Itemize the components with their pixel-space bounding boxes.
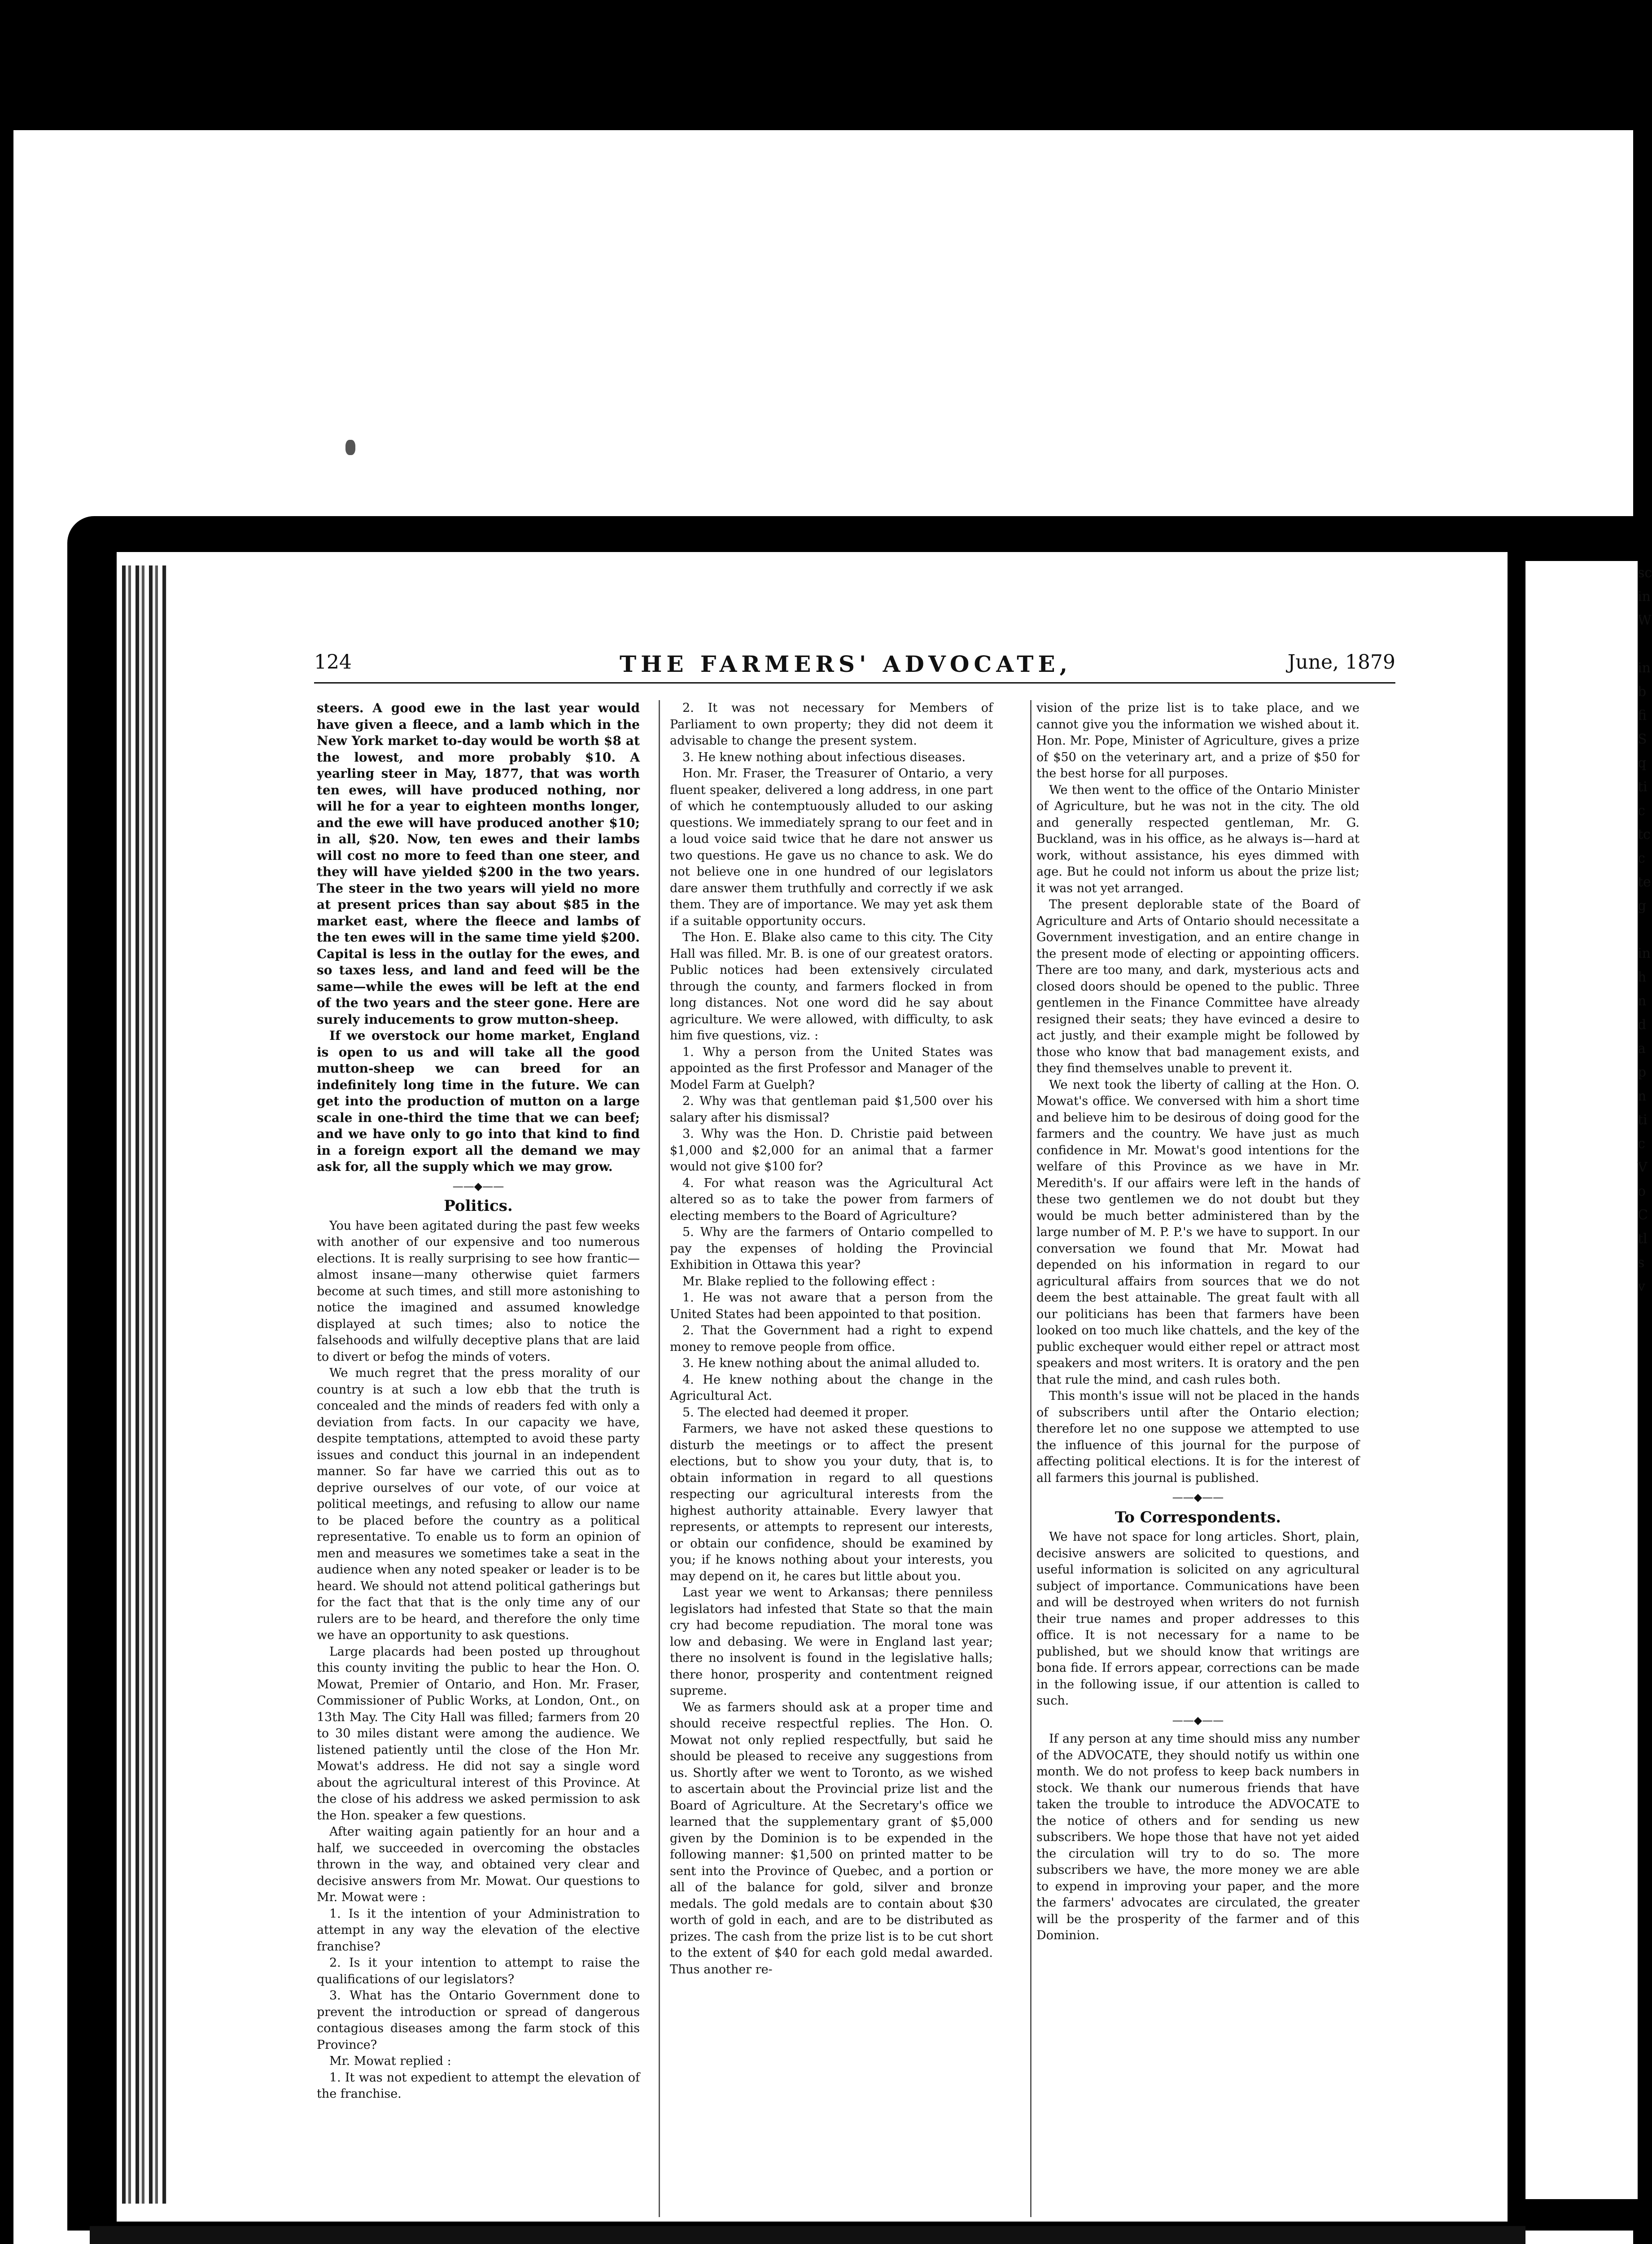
column-rule [659,700,660,2217]
question: 2. Why was that gentleman paid $1,500 over his salary after his dismissal? [670,1094,993,1125]
paragraph: steers. A good ewe in the last year would have given a fleece, and a lamb which in the New York market to-day would be worth $8 at the lowest, and more probably $10. A yearling steer in May, 1877, that was worth ten ewes, will have produced nothing, nor will he for a year to eighteen months longer, and the ewe will have produced another $10; in all, $20. Now, ten ewes and their lambs will cost no more to feed than one steer, and they will have yielded $200 in the two years. The steer in the two years will yield no more at present prices than say about $85 in the market east, where the fleece and lambs of the ten ewes will in the same time yield $200. Capital is less in the outlay for the ewes, and so taxes less, and land and feed will be the same—while the ewes will be left at the end of the two years and the steer gone. Here are surely inducements to grow mutton-sheep. [317,701,640,1027]
paragraph: You have been agitated during the past few weeks with another of our expensive and too numerous elections. It is really surprising to see how frantic—almost insane—many otherwise quiet farmers become at such times, and still more astonishing to notice the imagined and assumed knowledge displayed at such times; also to notice the falsehoods and wilfully deceptive plans that are laid to divert or befog the minds of voters. [317,1218,640,1364]
masthead: THE FARMERS' ADVOCATE, [619,651,1072,677]
section-heading-politics: Politics. [444,1197,513,1215]
question: 2. Is it your intention to attempt to raise the qualifications of our legislators? [317,1956,640,1986]
answer: 2. It was not necessary for Members of Parliament to own property; they did not deem it advisable to change the present system. [670,701,993,748]
paragraph: We then went to the office of the Ontario Minister of Agriculture, but he was not in the city. The old and generally respected gentleman, Mr. G. Buckland, was in his office, as he always is—hard at work, without assistance, his eyes dimmed with age. But he could not inform us about the prize list; it was not yet arranged. [1036,783,1359,895]
ornament-divider: ——◆—— [1172,1491,1224,1503]
answer: 3. He knew nothing about the animal alluded to. [682,1356,980,1370]
paragraph: Large placards had been posted up throughout this county inviting the public to hear the Hon. O. Mowat, Premier of Ontario, and Hon. Mr. Fraser, Commissioner of Public Works, at London, Ont., on 13th May. The City Hall was filled; farmers from 20 to 30 miles distant were among the audience. We listened patiently until the close of the Hon Mr. Mowat's address. He did not say a single word about the agricultural interest of this Province. At the close of his address we asked permission to ask the Hon. speaker a few questions. [317,1644,640,1823]
binding-spine [122,565,167,2204]
question: 3. What has the Ontario Government done to prevent the introduction or spread of dangerous contagious diseases among the farm stock of this Province? [317,1989,640,2052]
question: 1. Why a person from the United States was appointed as the first Professor and Manager of the Model Farm at Guelph? [670,1045,993,1092]
question: 1. Is it the intention of your Administration to attempt in any way the elevation of the elective franchise? [317,1907,640,1954]
paragraph: If any person at any time should miss any number of the ADVOCATE, they should notify us within one month. We do not profess to keep back numbers in stock. We thank our numerous friends that have taken the trouble to introduce the ADVOCATE to the notice of others and for sending us new subscribers. We hope those that have not yet aided the circulation will try to do so. The more subscribers we have, the more money we are able to expend in improving your paper, and the more the farmers' advocates are circulated, the greater will be the prosperity of the farmer and of this Dominion. [1036,1732,1359,1942]
page-number: 124 [314,651,352,674]
paragraph: We have not space for long articles. Short, plain, decisive answers are solicited to questions, and useful information is solicited on any agricultural subject of importance. Communications have been and will be destroyed when writers do not furnish their true names and proper addresses to this office. It is not necessary for a name to be published, but we should know that writings are bona fide. If errors appear, corrections can be made in the following issue, if our attention is called to such. [1036,1530,1359,1708]
paragraph: We as farmers should ask at a proper time and should receive respectful replies. The Hon. O. Mowat not only replied respectfully, but said he should be pleased to receive any suggestions from us. Shortly after we went to Toronto, as we wished to ascertain about the Provincial prize list and the Board of Agriculture. At the Secretary's office we learned that the supplementary grant of $5,000 given by the Dominion is to be expended in the following manner: $1,500 on printed matter to be sent into the Province of Quebec, and a portion or all of the balance for gold, silver and bronze medals. The gold medals are to contain about $30 worth of gold in each, and are to be distributed as prizes. The cash from the prize list is to be cut short to the extent of $40 for each gold medal awarded. Thus another re- [670,1700,993,1977]
column-rule [1030,700,1031,2217]
scan-border [0,0,1633,130]
answer: 1. It was not expedient to attempt the elevation of the franchise. [317,2070,640,2101]
column-2 [670,700,993,2235]
paragraph: vision of the prize list is to take place, and we cannot give you the information we wished about it. Hon. Mr. Pope, Minister of Agriculture, gives a prize of $50 on the veterinary art, and a prize of $50 for the best horse for all purposes. [1036,701,1359,780]
paragraph: Last year we went to Arkansas; there penniless legislators had infested that State so that the main cry had become repudiation. The moral tone was low and debasing. We were in England last year; there no insolvent is found in the legislative halls; there honor, prosperity and contentment reigned supreme. [670,1586,993,1698]
paragraph: If we overstock our home market, England is open to us and will take all the good mutton-sheep we can breed for an indefinitely long time in the future. We can get into the production of mutton on a large scale in one-third the time that we can beef; and we have only to go into that kind to find in a foreign export all the demand we may ask for, all the supply which we may grow. [317,1028,640,1174]
question: 4. For what reason was the Agricultural Act altered so as to take the power from farmers of electing members to the Board of Agriculture? [670,1176,993,1223]
column-3 [1036,700,1359,2235]
issue-date: June, 1879 [1287,651,1395,674]
paragraph: This month's issue will not be placed in the hands of subscribers until after the Ontario election; therefore let no one suppose we attempted to use the influence of this journal for the purpose of affecting political elections. It is for the interest of all farmers this journal is published. [1036,1389,1359,1485]
paragraph: We much regret that the press morality of our country is at such a low ebb that the truth is concealed and the minds of readers fed with only a deviation from facts. In our capacity we have, despite temptations, attempted to avoid these party issues and conduct this journal in an independent manner. So far have we carried this out as to deprive ourselves of our vote, of our voice at political meetings, and refusing to allow our name to be placed before the country as a political representative. To enable us to form an opinion of men and measures we sometimes take a seat in the audience when any noted speaker or leader is to be heard. We should not attend political gatherings but for the fact that that is the only time any of our rulers are to be heard, and therefore the only time we have an opportunity to ask questions. [317,1366,640,1642]
page-header [314,651,1395,684]
paragraph: After waiting again patiently for an hour and a half, we succeeded in overcoming the obstacles thrown in the way, and obtained very clear and decisive answers from Mr. Mowat. Our questions to Mr. Mowat were : [317,1825,640,1904]
ornament-divider: ——◆—— [1172,1714,1224,1727]
question: 3. Why was the Hon. D. Christie paid between $1,000 and $2,000 for an animal that a farmer would not give $100 for? [670,1127,993,1174]
paragraph: Mr. Blake replied to the following effect : [682,1274,935,1289]
answer: 3. He knew nothing about infectious diseases. [682,750,966,764]
answer: 2. That the Government had a right to expend money to remove people from office. [670,1324,993,1354]
paragraph: The present deplorable state of the Board of Agriculture and Arts of Ontario should necessitate a Government investigation, and an entire change in the present mode of electing or appointing officers. There are too many, and dark, mysterious acts and closed doors should be opened to the public. Three gentlemen in the Finance Committee have already resigned their seats; they have evinced a desire to act justly, and their example might be followed by those who know that bad management exists, and they find themselves unable to prevent it. [1036,898,1359,1075]
paragraph: Farmers, we have not asked these questions to disturb the meetings or to affect the present elections, but to show you your duty, that is, to obtain information in regard to all questions respecting our agricultural interests from the highest authority attainable. Every lawyer that represents, or attempts to represent our interests, or obtain our confidence, should be examined by you; if he knows nothing about your interests, you may depend on it, he cares but little about you. [670,1422,993,1583]
section-heading-correspondents: To Correspondents. [1114,1508,1281,1526]
facing-page-fragment [1521,561,1652,2199]
answer: 1. He was not aware that a person from the United States had been appointed to that position. [670,1291,993,1321]
question: 5. Why are the farmers of Ontario compelled to pay the expenses of holding the Provincial Exhibition in Ottawa this year? [670,1225,993,1272]
answer: 4. He knew nothing about the change in the Agricultural Act. [670,1372,993,1403]
facing-page-text: sc in W in b fi S q ti c tc c te g in h n d a p n ti c V o C tl s v [1638,565,1652,1294]
answer: 5. The elected had deemed it proper. [682,1405,909,1420]
column-1 [317,700,640,2235]
paragraph: The Hon. E. Blake also came to this city. The City Hall was filled. Mr. B. is one of our greatest orators. Public notices had been extensively circulated through the county, and farmers flocked in from long distances. Not one word did he say about agriculture. We were allowed, with difficulty, to ask him five questions, viz. : [670,930,993,1043]
ornament-divider: ——◆—— [452,1179,504,1192]
paragraph: We next took the liberty of calling at the Hon. O. Mowat's office. We conversed with him a short time and believe him to be desirous of doing good for the farmers and the country. We have just as much confidence in Mr. Mowat's good intentions for the welfare of this Province as we have in Mr. Meredith's. If our affairs were left in the hands of these two gentlemen we do not doubt but they would be much better administered than by the large number of M. P. P.'s we have to support. In our conversation we found that Mr. Mowat had depended on his information in regard to our agricultural affairs from sources that we do not deem the best attainable. The great fault with all our politicians has been that farmers have been looked on too much like chattels, and the key of the public exchequer would either repel or attract most speakers and most writers. It is oratory and the pen that rule the mind, and cash rules both. [1036,1078,1359,1387]
ink-speck [345,440,355,455]
paragraph: Hon. Mr. Fraser, the Treasurer of Ontario, a very fluent speaker, delivered a long address, in one part of which he contemptuously alluded to our asking questions. We immediately sprang to our feet and in a loud voice said twice that he dare not answer us two questions. He gave us no chance to ask. We do not believe one in one hundred of our legislators dare answer them truthfully and correctly if we ask them. They are of importance. We may yet ask them if a suitable opportunity occurs. [670,767,993,928]
paragraph: Mr. Mowat replied : [329,2054,451,2068]
